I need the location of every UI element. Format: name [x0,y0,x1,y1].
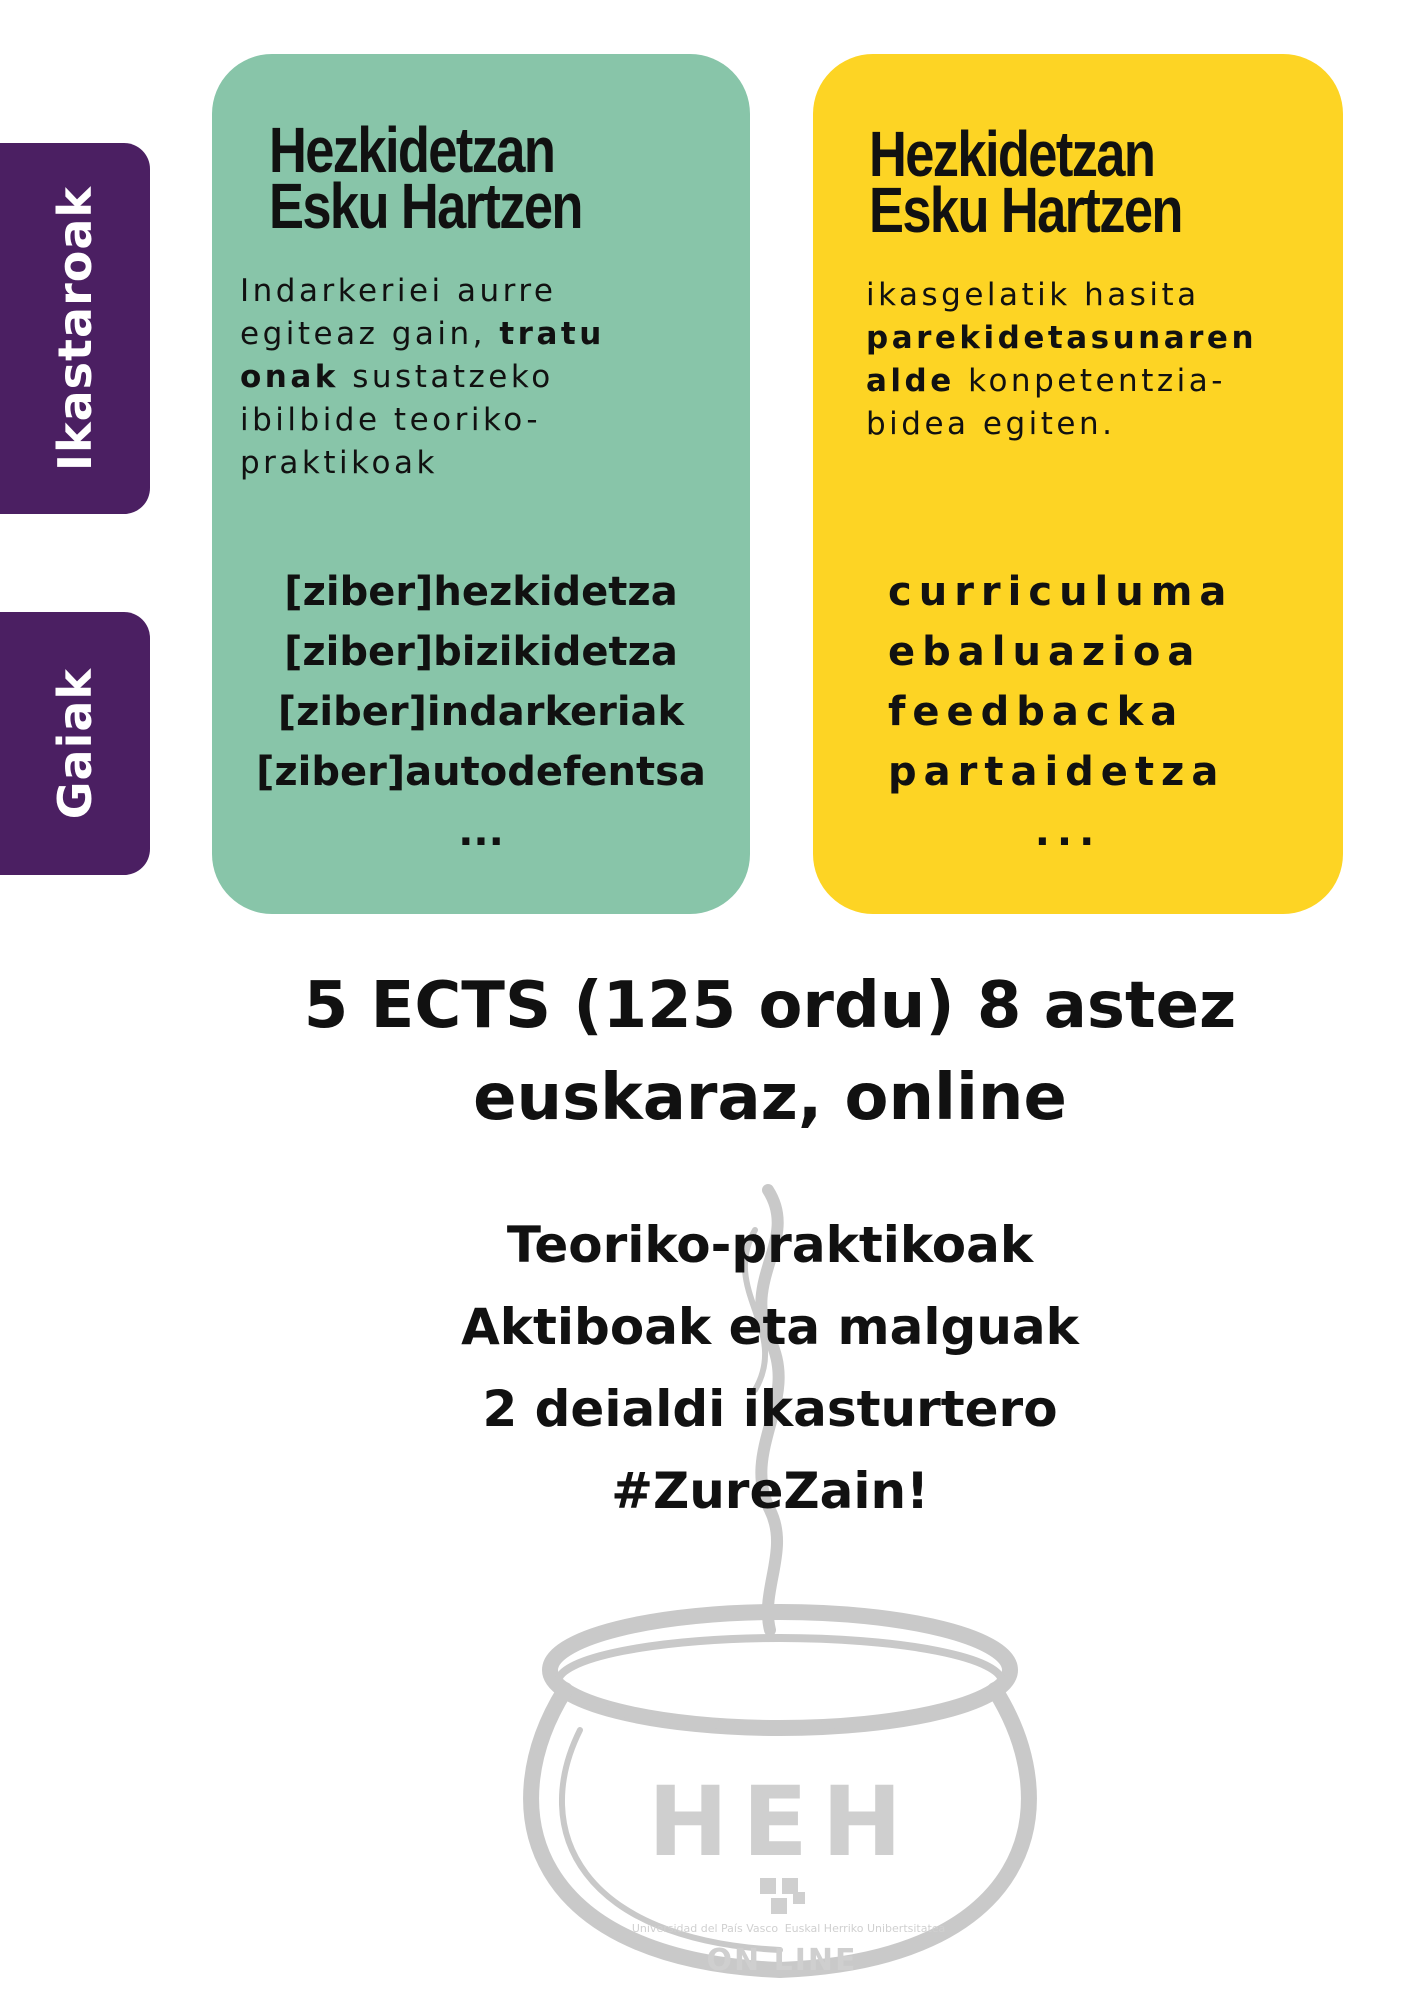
card-title-line1: Hezkidetzan [869,118,1155,190]
logo-org-eu: Euskal Herriko Unibertsitatea [784,1922,946,1935]
description-emphasis: tratu onak [240,316,605,395]
topic-item: ebaluazioa [888,629,1202,675]
summary-line: 5 ECTS (125 ordu) 8 astez [303,969,1237,1043]
topic-item: [ziber]hezkidetza [284,569,678,615]
card-description [866,274,1306,446]
description-text: Indarkeriei aurre egiteaz gain, [240,273,557,352]
course-summary [200,960,1340,1144]
logo-tagline: ON LINE [706,1943,858,1978]
topic-item: [ziber]indarkeriak [277,689,685,735]
side-tab-topics-label: Gaiak [48,667,102,820]
description-emphasis: parekidetasunaren alde [866,320,1258,399]
feature-line: Aktiboak eta malguak [461,1298,1079,1356]
logo-letters: HEH [647,1766,917,1878]
topic-item: partaidetza [888,749,1226,795]
topic-item: [ziber]bizikidetza [284,629,678,675]
card-title [269,114,582,242]
topic-item: [ziber]autodefentsa [256,749,706,795]
topic-item: feedbacka [888,689,1185,735]
card-title [869,118,1182,246]
side-tab-topics [0,612,150,875]
card-title-line2: Esku Hartzen [269,170,582,242]
course-card-yellow [813,54,1343,914]
topic-item: curriculuma [888,569,1234,615]
course-features [200,1204,1340,1532]
course-card-green [212,54,750,914]
university-emblem-icon [760,1878,805,1914]
topic-list [888,562,1248,862]
topic-ellipsis: ... [1034,809,1102,855]
topic-ellipsis: ... [458,809,504,855]
description-text: sustatzeko ibilbide teoriko-praktikoak [240,359,554,481]
description-text: ikasgelatik hasita [866,277,1200,313]
hashtag: #ZureZain! [611,1462,929,1520]
description-text: konpetentzia-bidea egiten. [866,363,1226,442]
feature-line: Teoriko-praktikoak [506,1216,1034,1274]
card-title-line1: Hezkidetzan [269,114,555,186]
summary-line: euskaraz, online [473,1061,1067,1135]
card-title-line2: Esku Hartzen [869,174,1182,246]
feature-line: 2 deialdi ikasturtero [482,1380,1058,1438]
card-description [240,270,680,485]
topic-list [212,562,750,862]
side-tab-courses-label: Ikastaroak [48,185,102,472]
side-tab-courses [0,143,150,514]
logo-org-es: Universidad del País Vasco [631,1922,779,1935]
